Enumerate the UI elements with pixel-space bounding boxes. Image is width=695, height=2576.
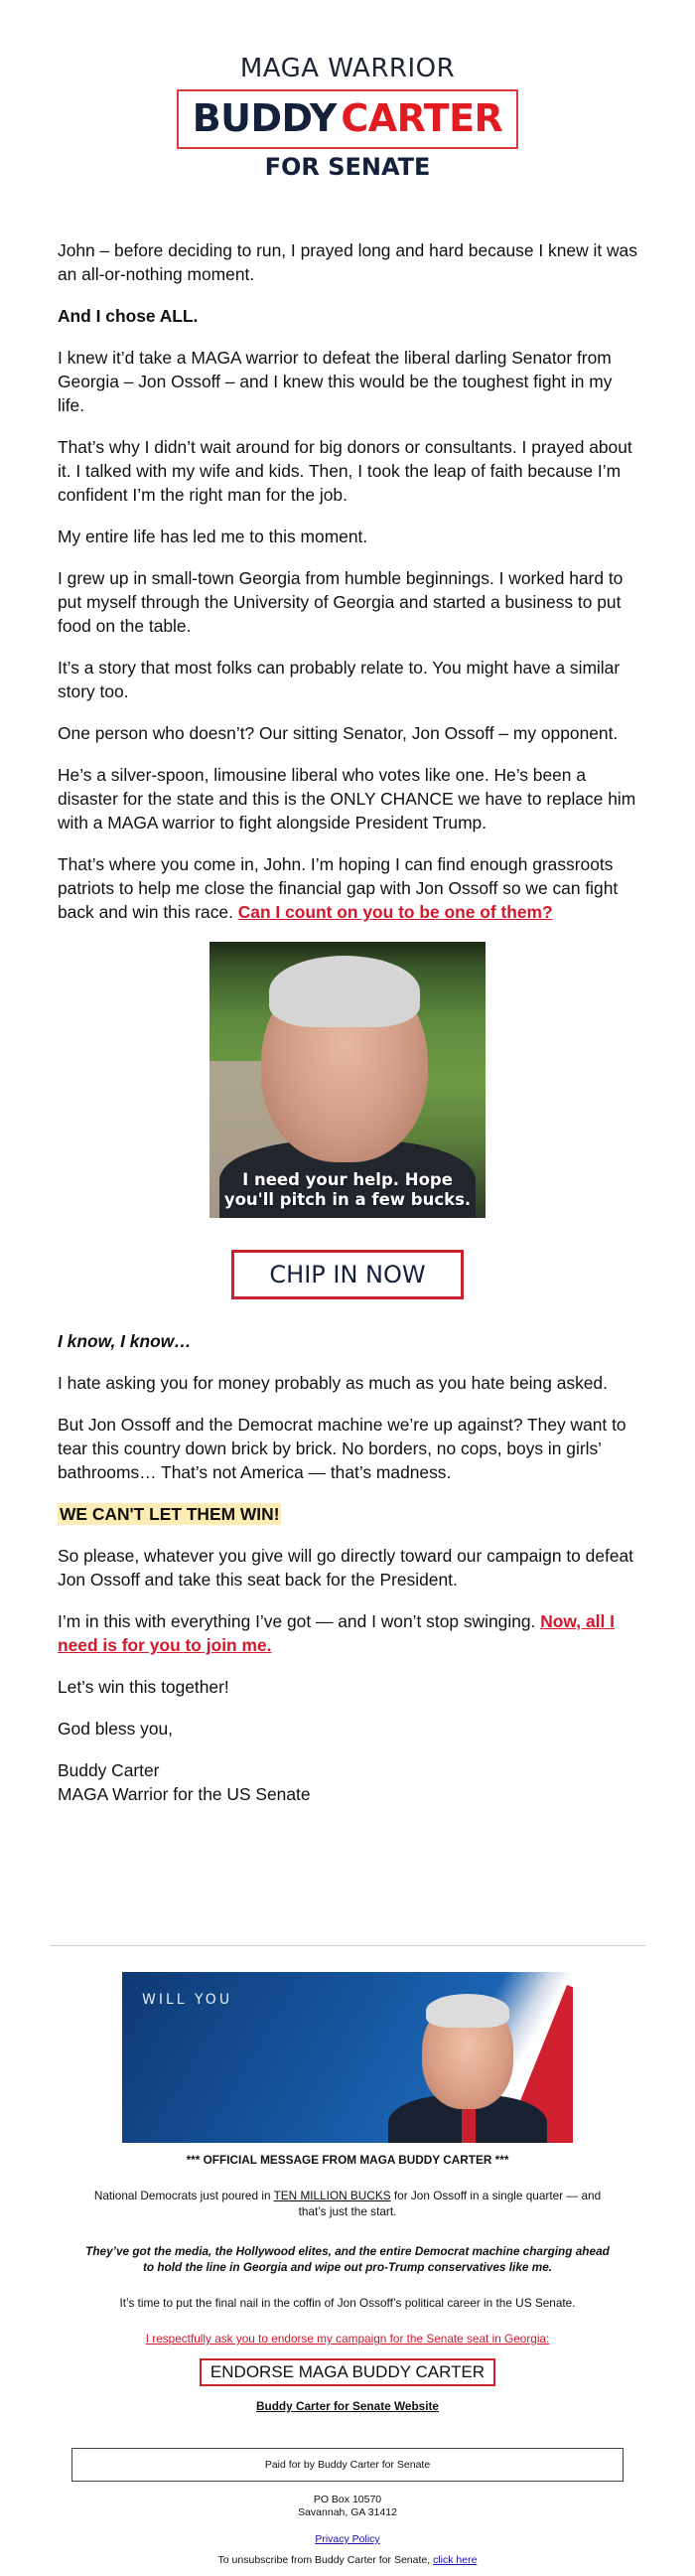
unsubscribe-link[interactable]: click here (433, 2554, 478, 2566)
candidate-photo[interactable] (209, 942, 486, 1218)
chip-in-button[interactable]: CHIP IN NOW (231, 1250, 464, 1299)
paragraph (58, 852, 637, 924)
highlighted-callout: WE CAN'T LET THEM WIN! (60, 1504, 280, 1524)
footer (0, 1972, 695, 2568)
paragraph-bold: And I chose ALL. (58, 306, 199, 326)
signature (58, 1758, 637, 1806)
footer-paragraph: National Democrats just poured in TEN MILLION BUCKS for Jon Ossoff in a single quarter — and that’s just the start. (93, 2189, 602, 2218)
banner-text: WILL YOU (142, 1992, 233, 2008)
paragraph: I knew it’d take a MAGA warrior to defeat the liberal darling Senator from Georgia – Jon Ossoff – and I knew this would be the toughest fight in my life. (58, 348, 613, 415)
header (0, 0, 695, 181)
chip-in-wrap (58, 1250, 637, 1299)
signature-name: Buddy Carter (58, 1760, 160, 1780)
paragraph (58, 1502, 637, 1526)
official-message: *** OFFICIAL MESSAGE FROM MAGA BUDDY CARTER *** (186, 2153, 509, 2167)
paid-for-box: Paid for by Buddy Carter for Senate (71, 2448, 624, 2482)
mailing-address: PO Box 10570 Savannah, GA 31412 (298, 2494, 397, 2518)
paragraph: I hate asking you for money probably as much as you hate being asked. (58, 1373, 608, 1393)
paragraph: John – before deciding to run, I prayed long and hard because I knew it was an all-or-nothing moment. (58, 240, 637, 284)
paragraph-text: I’m in this with everything I’ve got — and I won’t stop swinging. (58, 1611, 536, 1631)
logo-first-name: BUDDY (192, 96, 337, 140)
endorse-button[interactable]: ENDORSE MAGA BUDDY CARTER (200, 2358, 495, 2386)
paragraph: But Jon Ossoff and the Democrat machine we’re up against? They want to tear this country down brick by brick. No borders, no cops, boys in girls’ bathrooms… That’s not America — that’s madness. (58, 1415, 626, 1482)
join-me-link[interactable]: Now, all I need is for you to join me. (58, 1611, 615, 1655)
signature-title: MAGA Warrior for the US Senate (58, 1784, 311, 1804)
hero-image-link[interactable] (58, 942, 637, 1224)
unsubscribe-line: To unsubscribe from Buddy Carter for Senate, click here (217, 2554, 478, 2566)
logo-last-name: CARTER (341, 96, 503, 140)
paragraph: Let’s win this together! (58, 1677, 229, 1697)
paragraph-text: That’s where you come in, John. I’m hoping I can find enough grassroots patriots to help me close the financial gap with Jon Ossoff so we can fight back and win this race. (58, 854, 619, 922)
paragraph: He’s a silver-spoon, limousine liberal who votes like one. He’s been a disaster for the state and this is the ONLY CHANCE we have to replace him with a MAGA warrior to fight alongside President Trump. (58, 765, 636, 833)
paragraph (58, 1609, 637, 1657)
paragraph: God bless you, (58, 1719, 174, 1739)
paragraph: I grew up in small-town Georgia from humble beginnings. I worked hard to put myself through the University of Georgia and started a business to put food on the table. (58, 568, 624, 636)
header-subtitle: FOR SENATE (264, 153, 431, 181)
paragraph: That’s why I didn’t wait around for big donors or consultants. I prayed about it. I talked with my wife and kids. Then, I took the leap of faith because I’m confident I’m the right man for the job. (58, 437, 632, 505)
paragraph-italic: I know, I know… (58, 1331, 192, 1351)
candidate-logo (177, 89, 519, 149)
footer-paragraph: It’s time to put the final nail in the coffin of Jon Ossoff’s political career in the US Senate. (119, 2296, 576, 2310)
footer-divider (50, 1945, 645, 1946)
photo-caption: I need your help. Hope you'll pitch in a few bucks. (223, 1170, 472, 1209)
header-kicker: MAGA WARRIOR (239, 54, 456, 83)
paragraph: So please, whatever you give will go directly toward our campaign to defeat Jon Ossoff and take this seat back for the President. (58, 1546, 634, 1590)
paragraph: It’s a story that most folks can probably relate to. You might have a similar story too. (58, 658, 621, 701)
footer-banner-image[interactable] (122, 1972, 573, 2143)
count-on-you-link[interactable]: Can I count on you to be one of them? (237, 902, 553, 922)
privacy-policy-link[interactable]: Privacy Policy (315, 2533, 380, 2545)
paragraph: One person who doesn’t? Our sitting Senator, Jon Ossoff – my opponent. (58, 723, 619, 743)
ten-million-link[interactable]: TEN MILLION BUCKS (273, 2189, 391, 2202)
website-link[interactable]: Buddy Carter for Senate Website (256, 2399, 439, 2413)
footer-quote: They’ve got the media, the Hollywood elites, and the entire Democrat machine charging ahead to hold the line in Georgia and wipe out pro-Trump conservatives like me. (85, 2244, 610, 2274)
paragraph: My entire life has led me to this moment. (58, 527, 368, 546)
email-body (0, 181, 695, 1806)
endorse-ask-link[interactable]: I respectfully ask you to endorse my campaign for the Senate seat in Georgia: (145, 2332, 550, 2346)
